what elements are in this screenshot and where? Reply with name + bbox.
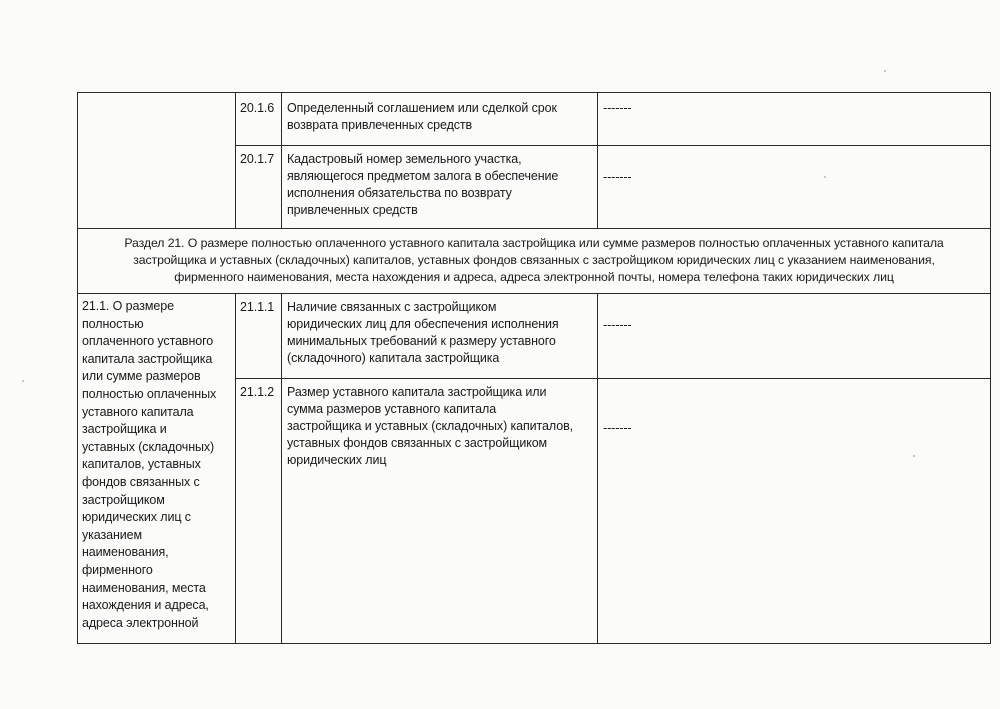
scan-speck: [913, 455, 915, 457]
column-divider: [235, 92, 236, 229]
row-description: Размер уставного капитала застройщика или сумма размеров уставного капитала застройщика и уставных (складочных) капиталов, уставных фондов связанных с застройщиком юридических лиц: [287, 385, 573, 467]
scan-speck: [22, 380, 24, 382]
table-left-border: [77, 92, 78, 644]
row-description: Определенный соглашением или сделкой срок возврата привлеченных средств: [287, 101, 557, 132]
row-divider: [77, 228, 991, 229]
row-divider: [77, 293, 991, 294]
row-value: -------: [603, 318, 632, 332]
column-divider: [597, 293, 598, 644]
scan-speck: [824, 176, 826, 178]
row-value: -------: [603, 421, 632, 435]
row-number: 20.1.6: [240, 101, 275, 115]
table-top-border: [77, 92, 991, 93]
scan-speck: [884, 70, 886, 72]
table-right-border: [990, 92, 991, 644]
row-number: 21.1.2: [240, 385, 275, 399]
row-description: Кадастровый номер земельного участка, являющегося предметом залога в обеспечение исполнения обязательства по возврату привлеченных средств: [287, 152, 559, 217]
row-number: 21.1.1: [240, 300, 275, 314]
column-divider: [597, 92, 598, 229]
row-description: Наличие связанных с застройщиком юридических лиц для обеспечения исполнения минимальных требований к размеру уставного (складочного) капитала застройщика: [287, 300, 559, 365]
row-number: 20.1.7: [240, 152, 275, 166]
section-title: Раздел 21. О размере полностью оплаченного уставного капитала застройщика или сумме размеров полностью оплаченных уставного капитала застройщика и уставных (складочных) капиталов, уставных фондов связанных с застройщиком юридических лиц с указанием наименования, фирменного наименования, места нахождения и адреса, адреса электронной почты, номера телефона таких юридических лиц: [124, 236, 944, 284]
row-value: -------: [603, 101, 632, 115]
column-divider: [281, 92, 282, 229]
row-divider: [235, 145, 991, 146]
column-divider: [235, 293, 236, 644]
group-label: 21.1. О размере полностью оплаченного уставного капитала застройщика или сумме размеров полностью оплаченных уставного капитала застройщика и уставных (складочных) капиталов, уставных фондов связанных с застройщиком юридических лиц с указанием наименования, фирменного наименования, места нахождения и адреса, адреса электронной: [82, 299, 217, 630]
row-value: -------: [603, 170, 632, 184]
table-bottom-border: [77, 643, 991, 644]
column-divider: [281, 293, 282, 644]
row-divider: [235, 378, 991, 379]
